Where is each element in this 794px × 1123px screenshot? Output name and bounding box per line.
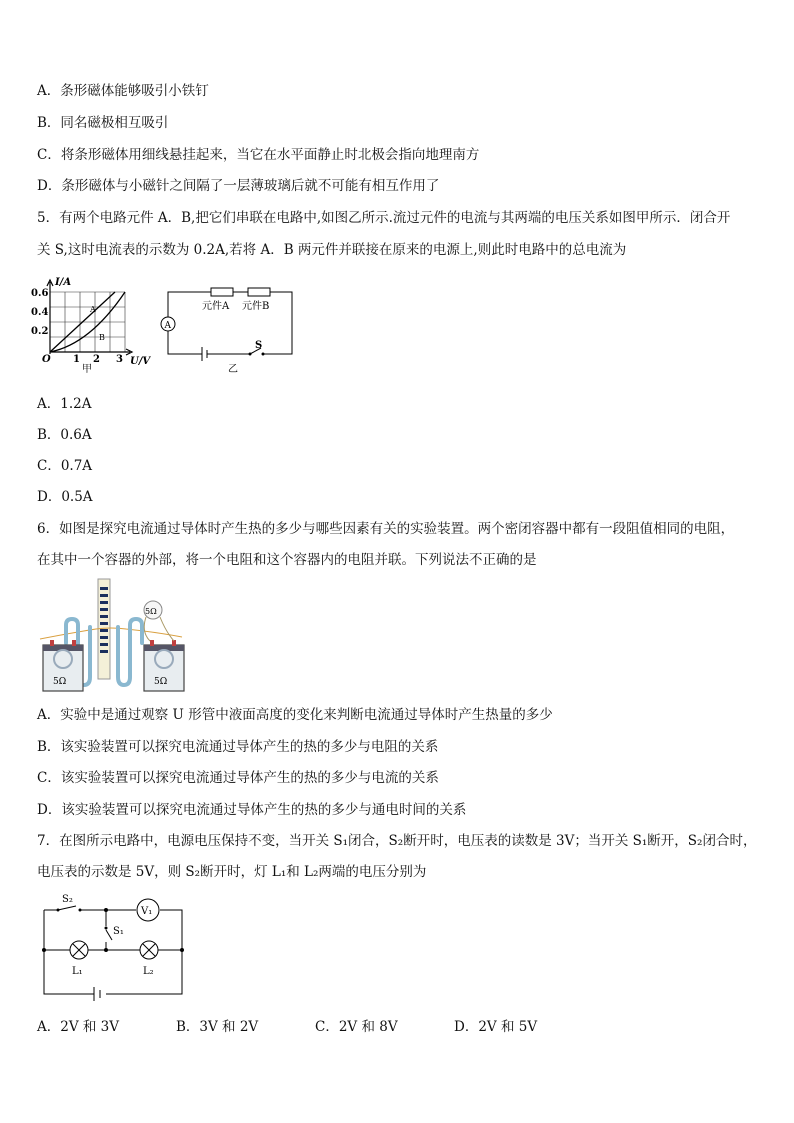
q7-options-row [37,1016,757,1038]
q4-option-b: B．同名磁极相互吸引 [37,115,169,131]
q5-element-a-label: 元件A [202,301,230,312]
q5-element-b-label: 元件B [242,301,270,312]
q6-stem-line1: 6．如图是探究电流通过导体时产生热的多少与哪些因素有关的实验装置。两个密闭容器中都有一段阻值相同的电阻， [37,521,735,537]
q5-graph-xlabel: U/V [130,356,151,367]
q4-option-a: A．条形磁体能够吸引小铁钉 [37,83,209,99]
q5-graph-ylabel: I/A [55,277,72,288]
q5-option-c: C．0.7A [37,458,93,474]
q7-option-c: C．2V 和 8V [315,1019,398,1035]
q5-graph-xtick: 2 [93,354,100,365]
q7-option-d: D．2V 和 5V [454,1019,538,1035]
q5-graph-ytick: 0.4 [31,307,49,318]
q6-option-d: D．该实验装置可以探究电流通过导体产生的热的多少与通电时间的关系 [37,802,467,818]
q6-stem-line2: 在其中一个容器的外部，将一个电阻和这个容器内的电阻并联。下列说法不正确的是 [37,552,537,568]
q5-graph-caption: 甲 [82,364,92,375]
q5-graph-xtick: 1 [73,354,80,365]
q5-graph-ytick: 0.2 [31,326,49,337]
q5-option-a: A．1.2A [37,396,92,412]
q5-iv-graph [30,272,160,377]
q7-lamp-l1-label: L₁ [72,966,83,977]
q5-element-b-resistor [248,288,270,296]
q6-option-b: B．该实验装置可以探究电流通过导体产生的热的多少与电阻的关系 [37,739,439,755]
lamp-l1-icon [70,941,88,959]
q5-option-d: D．0.5A [37,489,93,505]
q7-stem-line1: 7．在图所示电路中，电源电压保持不变，当开关 S₁闭合，S₂断开时，电压表的读数是 3V；当开关 S₁断开，S₂闭合时， [37,833,757,849]
q6-option-a: A．实验中是通过观察 U 形管中液面高度的变化来判断电流通过导体时产生热量的多少 [37,707,553,723]
q4-option-c: C．将条形磁体用细线悬挂起来，当它在水平面静止时北极会指向地理南方 [37,147,480,163]
q6-right-resistor-label: 5Ω [154,677,168,687]
q5-curve-b-label: B [99,333,105,342]
q7-switch-s2-label: S₂ [62,894,73,905]
q5-graph-ytick: 0.6 [31,288,49,299]
q5-graph-xtick: 3 [116,354,123,365]
q5-element-a-resistor [211,288,233,296]
q7-circuit [36,890,188,1008]
q7-option-a: A．2V 和 3V [37,1019,120,1035]
q6-option-c: C．该实验装置可以探究电流通过导体产生的热的多少与电流的关系 [37,770,439,786]
q7-voltmeter-label: V₁ [141,906,153,917]
q5-stem-line2: 关 S,这时电流表的示数为 0.2A,若将 A．B 两元件并联接在原来的电源上,则此时电路中的总电流为 [37,242,627,258]
q5-ammeter-label: A [164,321,171,331]
q7-stem-line2: 电压表的示数是 5V，则 S₂断开时，灯 L₁和 L₂两端的电压分别为 [37,864,427,880]
q7-option-b: B．3V 和 2V [176,1019,259,1035]
q5-circuit [160,282,300,377]
q5-curve-a-label: A [90,305,96,314]
q5-stem-line1: 5．有两个电路元件 A．B,把它们串联在电路中,如图乙所示.流过元件的电流与其两端的电压关系如图甲所示．闭合开 [37,210,731,226]
q6-left-resistor-label: 5Ω [53,677,67,687]
q5-graph-origin: O [42,354,51,365]
q7-switch-s1-label: S₁ [113,926,124,937]
q6-outer-resistor-label: 5Ω [145,607,157,616]
q5-switch-label: S [255,340,263,351]
q4-option-d: D．条形磁体与小磁针之间隔了一层薄玻璃后就不可能有相互作用了 [37,178,440,194]
q7-lamp-l2-label: L₂ [143,966,154,977]
q6-apparatus [36,577,186,695]
q5-option-b: B．0.6A [37,427,92,443]
q5-circuit-caption: 乙 [228,364,238,375]
lamp-l2-icon [140,941,158,959]
